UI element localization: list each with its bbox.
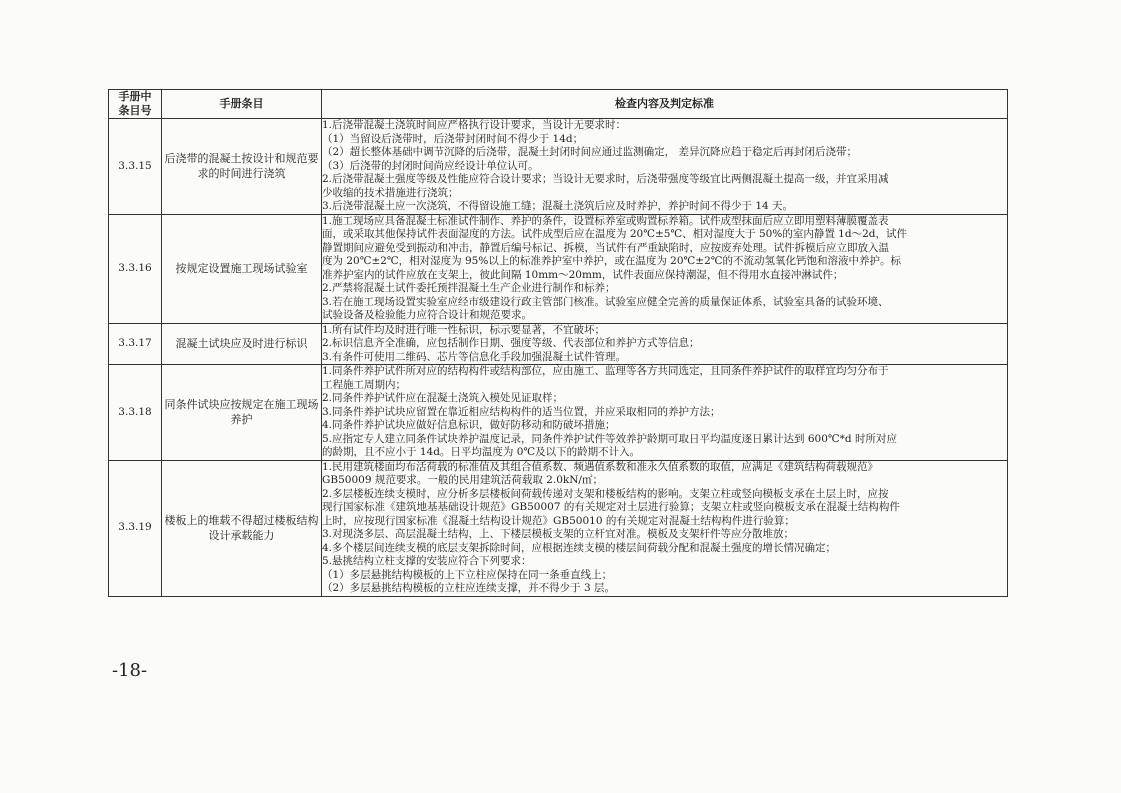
item-number-cell: 3.3.15: [109, 119, 162, 215]
criteria-cell: [322, 365, 1008, 461]
criteria-line: 2.标识信息齐全准确，应包括制作日期、强度等级、代表部位和养护方式等信息；: [322, 337, 700, 349]
criteria-cell: [322, 214, 1008, 323]
criteria-line: 工程施工周期内；: [322, 378, 406, 391]
criteria-line: 2.严禁将混凝土试件委托预拌混凝土生产企业进行制作和标养；: [322, 282, 616, 294]
criteria-line: （3）后浇带的封闭时间尚应经设计单位认可。: [322, 159, 539, 172]
header-item-number-line2: 条目号: [118, 104, 152, 117]
criteria-line: 面，或采取其他保持试件表面湿度的方法。试件成型后应在温度为 20℃±5℃、相对湿度大于 50%的室内静置 1d～2d，试件: [322, 228, 907, 240]
criteria-line: 1.施工现场应具备混凝土标准试件制作、养护的条件，设置标养室或购置标养箱。试件成型抹面后应立即用塑料薄膜覆盖表: [322, 214, 889, 227]
item-title-cell: 按规定设置施工现场试验室: [162, 214, 322, 323]
header-item: 手册条目: [162, 90, 322, 119]
item-title-cell: 混凝土试块应及时进行标识: [162, 323, 322, 365]
criteria-line: 静置期间应避免受到振动和冲击，静置后编号标记、拆模，当试件有严重缺陷时，应按废弃处理。试件拆模后应立即放入温: [322, 241, 889, 254]
header-item-number: [109, 90, 162, 119]
criteria-line: 1.民用建筑楼面均布活荷载的标准值及其组合值系数、频遇值系数和准永久值系数的取值，应满足《建筑结构荷载规范》: [322, 460, 879, 473]
item-title-cell: 楼板上的堆载不得超过楼板结构设计承载能力: [162, 460, 322, 596]
criteria-line: （1）多层悬挑结构模板的上下立柱应保持在同一条垂直线上；: [322, 568, 613, 581]
item-number-cell: 3.3.19: [109, 460, 162, 596]
criteria-line: 上时，应按现行国家标准《混凝土结构设计规范》GB50010 的有关规定对混凝土结构构件进行验算；: [322, 514, 795, 527]
item-number-cell: 3.3.17: [109, 323, 162, 365]
criteria-line: 4.多个楼层间连续支模的底层支架拆除时间，应根据连续支模的楼层间荷载分配和混凝土强度的增长情况确定；: [322, 541, 837, 554]
criteria-line: 的龄期，且不应小于 14d。日平均温度为 0℃及以下的龄期不计入。: [322, 446, 641, 458]
table-row: [109, 460, 1008, 596]
criteria-line: 5.应指定专人建立同条件试块养护温度记录，同条件养护试件等效养护龄期可取日平均温度逐日累计达到 600℃*d 时所对应: [322, 432, 897, 445]
criteria-line: 3.同条件养护试块应留置在靠近相应结构构件的适当位置，并应采取相同的养护方法；: [322, 405, 721, 418]
criteria-line: 4.同条件养护试块应做好信息标识，做好防移动和防破坏措施；: [322, 419, 616, 431]
criteria-line: 试验设备及检验能力应符合设计和规范要求。: [322, 309, 532, 321]
criteria-line: 3.有条件可使用二维码、芯片等信息化手段加强混凝土试件管理。: [322, 350, 627, 363]
criteria-line: 3.后浇带混凝土应一次浇筑，不得留设施工缝；混凝土浇筑后应及时养护，养护时间不得少于 14 天。: [322, 200, 794, 212]
table-row: [109, 214, 1008, 323]
table-row: [109, 119, 1008, 215]
header-item-number-line1: 手册中: [118, 90, 152, 103]
table-row: [109, 323, 1008, 365]
criteria-line: 2.同条件养护试件应在混凝土浇筑入模处见证取样；: [322, 392, 564, 404]
criteria-line: 2.后浇带混凝土强度等级及性能应符合设计要求；当设计无要求时，后浇带强度等级宜比两侧混凝土提高一级，并宜采用减: [322, 173, 889, 185]
criteria-line: 准养护室内的试件应放在支架上，彼此间隔 10mm～20mm，试件表面应保持潮湿，但不得用水直接冲淋试件；: [322, 268, 844, 281]
item-title-cell: 同条件试块应按规定在施工现场养护: [162, 365, 322, 461]
criteria-line: 度为 20℃±2℃，相对湿度为 95%以上的标准养护室中养护，或在温度为 20℃±2℃的不流动氢氧化钙饱和溶液中养护。标: [322, 255, 902, 267]
item-number-cell: 3.3.18: [109, 365, 162, 461]
criteria-cell: [322, 460, 1008, 596]
criteria-line: 3.若在施工现场设置实验室应经市级建设行政主管部门核准。试验室应健全完善的质量保证体系，试验室具备的试验环境、: [322, 295, 889, 308]
criteria-line: 1.所有试件均及时进行唯一性标识，标示要显著，不宜破坏；: [322, 323, 606, 336]
criteria-line: 1.同条件养护试件所对应的结构构件或结构部位，应由施工、监理等各方共同选定，且同条件养护试件的取样宜均匀分布于: [322, 365, 889, 377]
item-title-cell: 后浇带的混凝土按设计和规范要求的时间进行浇筑: [162, 119, 322, 215]
table-row: [109, 365, 1008, 461]
criteria-line: （2）超长整体基础中调节沉降的后浇带，混凝土封闭时间应通过监测确定， 差异沉降应趋于稳定后再封闭后浇带；: [322, 146, 858, 158]
criteria-line: GB50009 规范要求。一般的民用建筑活荷载取 2.0kN/㎡；: [322, 474, 603, 486]
criteria-line: （1）当留设后浇带时，后浇带封闭时间不得少于 14d；: [322, 132, 584, 145]
criteria-line: 少收缩的技术措施进行浇筑；: [322, 186, 459, 199]
criteria-cell: [322, 119, 1008, 215]
criteria-line: 2.多层楼板连续支模时，应分析多层楼板间荷载传递对支架和楼板结构的影响。支架立柱或竖向模板支承在土层上时，应按: [322, 487, 889, 500]
criteria-line: （2）多层悬挑结构模板的立柱应连续支撑，并不得少于 3 层。: [322, 582, 616, 594]
criteria-line: 1.后浇带混凝土浇筑时间应严格执行设计要求，当设计无要求时：: [322, 119, 627, 131]
header-criteria: 检查内容及判定标准: [322, 90, 1008, 119]
table-body: [109, 119, 1008, 597]
criteria-cell: [322, 323, 1008, 365]
criteria-line: 3.对现浇多层、高层混凝土结构，上、下楼层模板支架的立杆宜对准。模板及支架杆件等应分散堆放；: [322, 528, 795, 540]
criteria-line: 5.悬挑结构立柱支撑的安装应符合下列要求：: [322, 555, 532, 567]
item-number-cell: 3.3.16: [109, 214, 162, 323]
criteria-line: 现行国家标准《建筑地基基础设计规范》GB50007 的有关规定对土层进行验算；支架立柱或竖向模板支承在混凝土结构构件: [322, 501, 900, 513]
inspection-table: [108, 89, 1008, 597]
page-number: -18-: [112, 660, 148, 681]
table-header-row: [109, 90, 1008, 119]
